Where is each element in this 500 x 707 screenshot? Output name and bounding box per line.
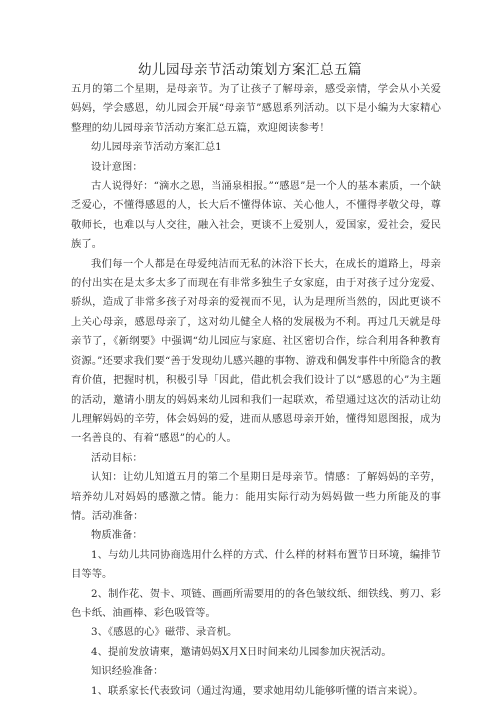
document-title: 幼儿园母亲节活动策划方案汇总五篇 [138, 62, 362, 78]
paragraph: 认知：让幼儿知道五月的第二个星期日是母亲节。情感：了解妈妈的辛劳，培养幼儿对妈妈的感激之情。能力：能用实际行动为妈妈做一些力所能及的事情。活动准备： [71, 471, 441, 522]
document-body [71, 80, 441, 701]
paragraph: 2、制作花、贺卡、项链、画画所需要用的的各色皱纹纸、细铁线、剪刀、彩色卡纸、油画棒、彩色吸管等。 [71, 587, 441, 619]
paragraph: 幼儿园母亲节活动方案汇总1 [91, 141, 222, 154]
paragraph: 知识经验准备： [91, 665, 164, 678]
paragraph: 物质准备： [91, 529, 143, 542]
paragraph: 设计意图： [91, 160, 143, 173]
paragraph: 4、提前发放请柬，邀请妈妈X月X日时间来幼儿园参加庆祝活动。 [91, 645, 392, 658]
paragraph: 古人说得好：“滴水之恩，当涌泉相报。”“感恩”是一个人的基本素质，一个缺乏爱心，不懂得感恩的人，长大后不懂得体谅、关心他人，不懂得孝敬父母，尊敬师长，也难以与人交往，融入社会，更谈不上爱别人，爱国家，爱社会，爱民族了。 [71, 180, 441, 251]
paragraph: 活动目标： [91, 451, 143, 464]
paragraph: 1、联系家长代表致词（通过沟通，要求她用幼儿能够听懂的语言来说）。 [91, 684, 424, 697]
paragraph: 1、与幼儿共同协商选用什么样的方式、什么样的材料布置节日环境，编排节目等等。 [71, 548, 441, 581]
paragraph: 五月的第二个星期，是母亲节。为了让孩子了解母亲，感受亲情，学会从小关爱妈妈，学会感恩，幼儿园会开展“母亲节”感恩系列活动。以下是小编为大家精心整理的幼儿园母亲节活动方案汇总五篇，欢迎阅读参考！ [71, 83, 441, 134]
paragraph: 我们每一个人都是在母爱纯洁而无私的沐浴下长大，在成长的道路上，母亲的付出实在是太多太多了而现在有非常多独生子女家庭，由于对孩子过分宠爱、骄纵，造成了非常多孩子对母亲的爱视而不见，认为是理所当然的，因此更谈不上关心母亲，感恩母亲了，这对幼儿健全人格的发展极为不利。再过几天就是母亲节了，《新纲要》中强调“幼儿园应与家庭、社区密切合作，综合利用各种教育资源。”还要求我们要“善于发现幼儿感兴趣的事物、游戏和偶发事件中所隐含的教育价值，把握时机，积极引导「因此，借此机会我们设计了以“感恩的心”为主题的活动，邀请小朋友的妈妈来幼儿园和我们一起联欢，希望通过这次的活动让幼儿理解妈妈的辛劳，体会妈妈的爱，进而从感恩母亲开始，懂得知恩图报，成为一名善良的、有着“感恩”的心的人。 [71, 257, 441, 445]
paragraph: 3、《感恩的心》磁带、录音机。 [91, 626, 238, 639]
